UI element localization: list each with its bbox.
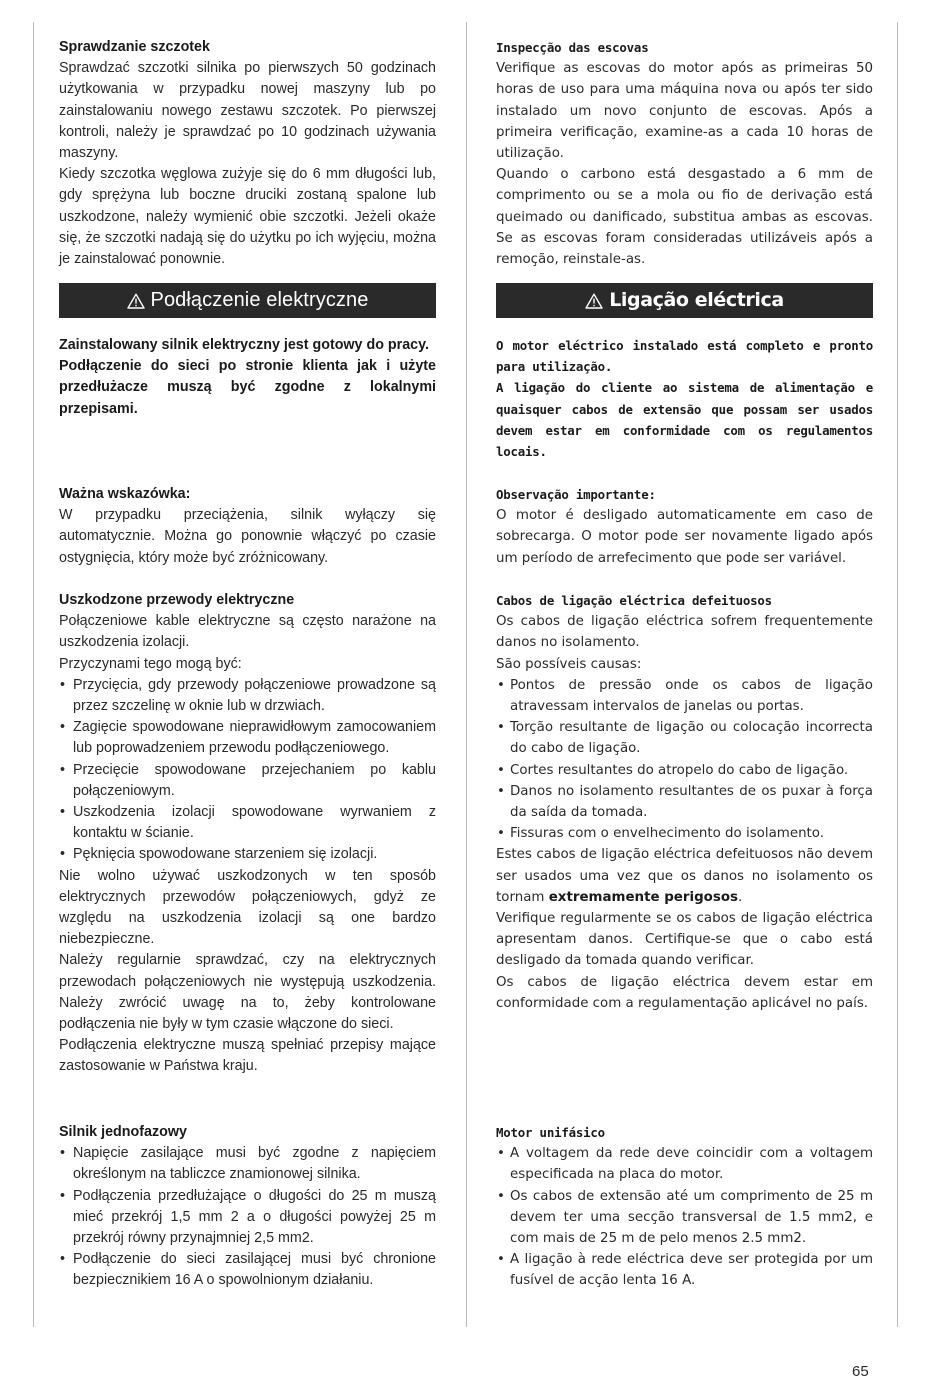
bold-paragraph: Zainstalowany silnik elektryczny jest gotowy do pracy. bbox=[59, 337, 429, 353]
bullet-glyph: • bbox=[60, 676, 66, 693]
left-margin-rule bbox=[33, 22, 34, 1327]
single-phase-motor-section bbox=[496, 1122, 873, 1292]
bullet-glyph: • bbox=[60, 846, 66, 863]
list-item bbox=[496, 1249, 873, 1291]
section-heading: Inspecção das escovas bbox=[496, 40, 649, 55]
important-note-section bbox=[59, 484, 436, 569]
emphasis-text: extremamente perigosos bbox=[548, 889, 739, 905]
list-item-text: Os cabos de extensão até um comprimento de 25 m devem ter uma secção transversal de 1.5 mm2, e com mais de 25 m de pelo menos 2.5 mm2. bbox=[510, 1188, 873, 1247]
connection-intro bbox=[496, 335, 873, 462]
bullet-glyph: • bbox=[60, 719, 66, 736]
paragraph: O motor é desligado automaticamente em caso de sobrecarga. O motor pode ser novamente ligado após um período de arrefecimento que pode ser variável. bbox=[496, 508, 873, 566]
list-item-text: Podłączenia przedłużające o długości do 25 m muszą mieć przekrój 1,5 mm 2 a o długości powyżej 25 m przekrój równy przynajmniej 2,5 mm2. bbox=[73, 1187, 436, 1247]
list-item-text: Uszkodzenia izolacji spowodowane wyrwaniem z kontaktu w ścianie. bbox=[73, 804, 436, 842]
paragraph: Podłączenia elektryczne muszą spełniać przepisy mające zastosowanie w Państwa kraju. bbox=[59, 1037, 436, 1075]
paragraph: Verifique regularmente se os cabos de ligação eléctrica apresentam danos. Certifique-se que o cabo está desligado da tomada quando verificar. bbox=[496, 911, 873, 969]
bullet-glyph: • bbox=[60, 1187, 66, 1204]
list-item bbox=[59, 1249, 436, 1291]
list-item-text: Torção resultante de ligação ou colocação incorrecta do cabo de ligação. bbox=[510, 720, 873, 757]
bold-paragraph: A ligação do cliente ao sistema de alimentação e quaisquer cabos de extensão que possam ser usados devem estar em conformidade com os regulamentos locais. bbox=[496, 380, 873, 460]
list-item bbox=[59, 802, 436, 844]
cause-list bbox=[59, 675, 436, 866]
list-item bbox=[59, 760, 436, 802]
list-item bbox=[496, 675, 873, 717]
list-item-text: A voltagem da rede deve coincidir com a voltagem especificada na placa do motor. bbox=[510, 1146, 873, 1183]
damaged-cables-section bbox=[496, 590, 873, 1014]
bullet-glyph: • bbox=[497, 762, 505, 778]
paragraph: Połączeniowe kable elektryczne są często narażone na uszkodzenia izolacji. bbox=[59, 613, 436, 651]
paragraph: São possíveis causas: bbox=[496, 656, 642, 672]
list-item bbox=[59, 675, 436, 717]
list-item bbox=[496, 823, 873, 844]
list-item bbox=[496, 760, 873, 781]
paragraph bbox=[496, 844, 873, 908]
section-heading: Cabos de ligação eléctrica defeituosos bbox=[496, 593, 772, 608]
damaged-cables-section bbox=[59, 590, 436, 1078]
list-item-text: Zagięcie spowodowane nieprawidłowym zamocowaniem lub poprowadzeniem przewodu podłączeniowego. bbox=[73, 719, 436, 757]
list-item bbox=[496, 1143, 873, 1185]
bullet-glyph: • bbox=[497, 1146, 505, 1162]
paragraph: W przypadku przeciążenia, silnik wyłączy się automatycznie. Można go ponownie włączyć po czasie ostygnięcia, który może być zróżnicowany. bbox=[59, 507, 436, 566]
list-item bbox=[496, 781, 873, 823]
list-item bbox=[496, 1186, 873, 1250]
list-item-text: Fissuras com o envelhecimento do isolamento. bbox=[510, 826, 825, 842]
center-column-rule bbox=[466, 22, 467, 1327]
bullet-glyph: • bbox=[497, 720, 505, 736]
section-heading: Uszkodzone przewody elektryczne bbox=[59, 592, 295, 608]
paragraph: Należy regularnie sprawdzać, czy na elektrycznych przewodach połączeniowych nie występują uszkodzenia. Należy zwrócić uwagę na to, żeby kontrolowane podłączenia nie były w tym czasie włączone do sieci. bbox=[59, 952, 436, 1033]
list-item bbox=[59, 844, 436, 865]
paragraph: Os cabos de ligação eléctrica devem estar em conformidade com a regulamentação aplicável no país. bbox=[496, 974, 873, 1011]
bullet-glyph: • bbox=[60, 1251, 66, 1268]
section-heading: Motor unifásico bbox=[496, 1125, 605, 1140]
paragraph: Os cabos de ligação eléctrica sofrem frequentemente danos no isolamento. bbox=[496, 614, 873, 651]
list-item-text: Pęknięcia spowodowane starzeniem się izolacji. bbox=[73, 846, 378, 863]
section-heading: Ważna wskazówka: bbox=[59, 486, 191, 502]
bullet-glyph: • bbox=[60, 1145, 66, 1162]
warning-triangle-icon bbox=[127, 293, 145, 309]
bullet-glyph: • bbox=[60, 804, 66, 821]
section-heading: Silnik jednofazowy bbox=[59, 1124, 187, 1140]
paragraph: Sprawdzać szczotki silnika po pierwszych 50 godzinach użytkowania w przypadku nowej maszyny lub po zainstalowaniu nowego zestawu szczotek. Po pierwszej kontroli, należy je sprawdzać po 10 godzinach używania maszyny. bbox=[59, 60, 436, 162]
bullet-glyph: • bbox=[60, 761, 66, 778]
paragraph: Verifique as escovas do motor após as primeiras 50 horas de uso para uma máquina nova ou após ter sido instalado um novo conjunto de escovas. Após a primeira verificação, examine-as a cada 10 horas de utilização. bbox=[496, 61, 873, 162]
brush-inspection-section bbox=[59, 37, 436, 270]
paragraph-text: Estes cabos de ligação eléctrica defeituosos não devem ser usados uma vez que os danos no isolamento os tornam bbox=[496, 847, 873, 905]
bullet-glyph: • bbox=[497, 826, 505, 842]
bullet-glyph: • bbox=[497, 677, 505, 693]
connection-intro bbox=[59, 335, 436, 420]
section-heading: Observação importante: bbox=[496, 487, 656, 502]
list-item-text: Pontos de pressão onde os cabos de ligação atravessam intervalos de janelas ou portas. bbox=[510, 677, 873, 715]
list-item-text: Przecięcie spowodowane przejechaniem po kablu połączeniowym. bbox=[73, 761, 436, 799]
list-item bbox=[59, 1186, 436, 1250]
single-phase-motor-section bbox=[59, 1122, 436, 1292]
paragraph: Quando o carbono está desgastado a 6 mm de comprimento ou se a mola ou fio de derivação está queimado ou danificado, substitua ambas as escovas. Se as escovas foram consideradas utilizáveis após a remoção, reinstale-as. bbox=[496, 167, 873, 268]
list-item bbox=[59, 717, 436, 759]
electrical-connection-banner bbox=[496, 283, 873, 318]
page-number: 65 bbox=[852, 1363, 869, 1380]
paragraph: Nie wolno używać uszkodzonych w ten sposób elektrycznych przewodów połączeniowych, gdyż ze względu na uszkodzenia izolacji są one bardzo niebezpieczne. bbox=[59, 867, 436, 948]
important-note-section bbox=[496, 484, 873, 569]
cause-list bbox=[496, 675, 873, 845]
paragraph-text-tail: . bbox=[738, 889, 743, 905]
list-item-text: Napięcie zasilające musi być zgodne z napięciem określonym na tabliczce znamionowej silnika. bbox=[73, 1145, 436, 1183]
banner-title: Ligação eléctrica bbox=[609, 288, 784, 311]
motor-list bbox=[59, 1143, 436, 1291]
list-item-text: Cortes resultantes do atropelo do cabo de ligação. bbox=[510, 762, 849, 778]
list-item bbox=[59, 1143, 436, 1185]
paragraph: Kiedy szczotka węglowa zużyje się do 6 mm długości lub, gdy sprężyna lub boczne druciki zostaną spalone lub uszkodzone, należy wymienić obie szczotki. Jeżeli okaże się, że szczotki nadają się do użytku po ich wyjęciu, można je zainstalować ponownie. bbox=[59, 166, 436, 268]
electrical-connection-banner bbox=[59, 283, 436, 318]
bullet-glyph: • bbox=[497, 1252, 505, 1268]
list-item-text: A ligação à rede eléctrica deve ser protegida por um fusível de acção lenta 16 A. bbox=[510, 1252, 873, 1289]
list-item-text: Podłączenie do sieci zasilającej musi być chronione bezpiecznikiem 16 A o spowolnionym działaniu. bbox=[73, 1251, 436, 1289]
list-item-text: Danos no isolamento resultantes de os puxar à força da saída da tomada. bbox=[510, 783, 873, 821]
banner-title: Podłączenie elektryczne bbox=[150, 288, 369, 311]
paragraph: Przyczynami tego mogą być: bbox=[59, 655, 242, 672]
section-heading: Sprawdzanie szczotek bbox=[59, 39, 210, 55]
motor-list bbox=[496, 1143, 873, 1291]
right-margin-rule bbox=[897, 22, 898, 1327]
list-item-text: Przycięcia, gdy przewody połączeniowe prowadzone są przez szczelinę w oknie lub w drzwiach. bbox=[73, 676, 436, 715]
warning-triangle-icon bbox=[585, 293, 603, 309]
bullet-glyph: • bbox=[497, 1188, 505, 1204]
list-item bbox=[496, 717, 873, 759]
bold-paragraph: Podłączenie do sieci po stronie klienta jak i użyte przedłużacze muszą być zgodne z lokalnymi przepisami. bbox=[59, 358, 436, 417]
bold-paragraph: O motor eléctrico instalado está completo e pronto para utilização. bbox=[496, 338, 873, 375]
bullet-glyph: • bbox=[497, 783, 505, 799]
brush-inspection-section bbox=[496, 37, 873, 270]
